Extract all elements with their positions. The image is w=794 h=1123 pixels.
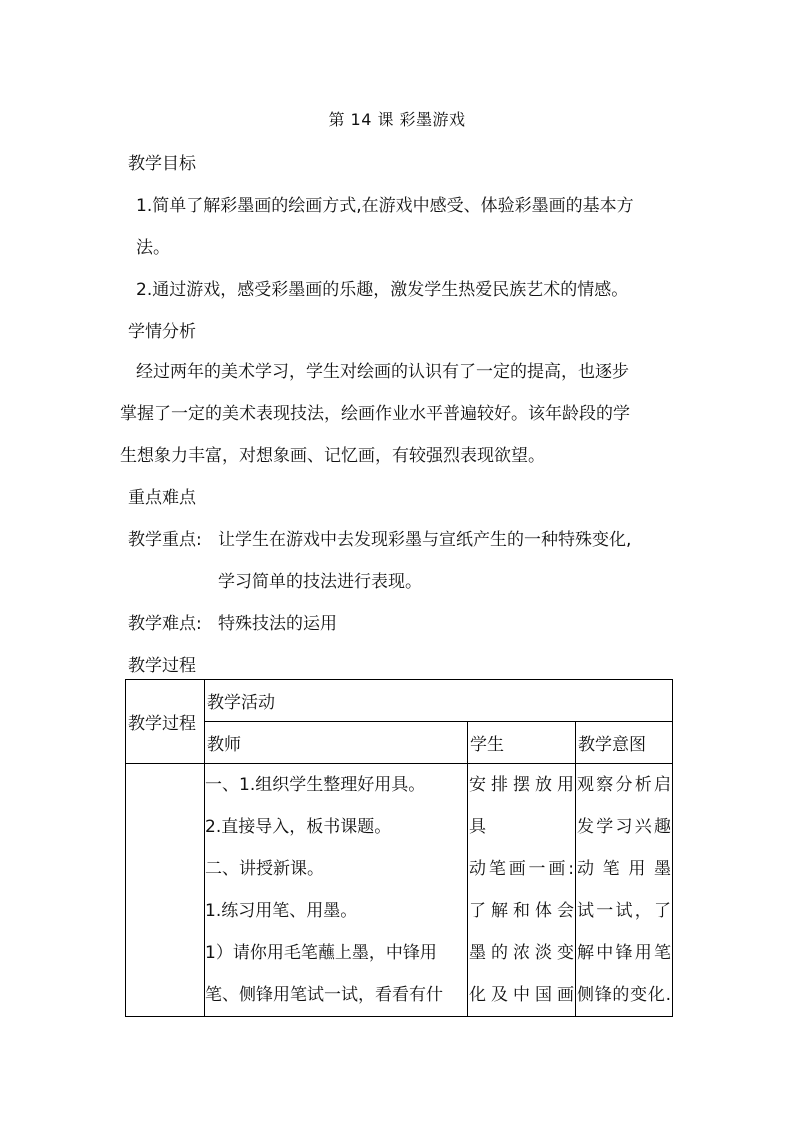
col-header-student [468,722,576,764]
intent-line: 侧锋的变化. [577,985,671,1005]
student-line: 了解和体会 [469,901,574,921]
objectives-heading: 教学目标 [128,154,196,174]
key-point-line1: 让学生在游戏中去发现彩墨与宣纸产生的一种特殊变化, [218,530,632,550]
key-point-label: 教学重点: [128,530,202,550]
row-header-label: 教学过程 [128,714,196,734]
col-header-teacher-label: 教师 [207,735,241,755]
col-header-teacher [205,722,468,764]
activity-header-cell [205,680,673,722]
intent-line: 解中锋用笔 [577,943,671,963]
activity-header-label: 教学活动 [207,693,275,713]
col-header-intent-label: 教学意图 [578,735,646,755]
student-line: 具 [469,817,486,837]
student-line: 安排摆放用 [469,775,574,795]
teacher-line: 1）请你用毛笔蘸上墨，中锋用 [205,943,437,963]
analysis-heading: 学情分析 [128,322,196,342]
key-heading: 重点难点 [128,488,196,508]
teacher-line: 1.练习用笔、用墨。 [205,901,358,921]
row-header-cell [126,680,205,764]
analysis-line1: 经过两年的美术学习，学生对绘画的认识有了一定的提高，也逐步 [136,362,629,382]
student-cell [468,764,576,1017]
student-line: 动笔画一画: [469,859,574,879]
difficulty-text: 特殊技法的运用 [218,614,337,634]
student-line: 墨的浓淡变 [469,943,574,963]
analysis-line3: 生想象力丰富，对想象画、记忆画，有较强烈表现欲望。 [120,446,545,466]
objective-1-line1: 1.简单了解彩墨画的绘画方式,在游戏中感受、体验彩墨画的基本方 [136,196,634,216]
objective-1-line2: 法。 [136,238,170,258]
intent-line: 发学习兴趣 [577,817,671,837]
objective-2: 2.通过游戏，感受彩墨画的乐趣，激发学生热爱民族艺术的情感。 [136,280,629,300]
teacher-line: 2.直接导入，板书课题。 [205,817,392,837]
col-header-student-label: 学生 [470,735,504,755]
empty-process-cell [126,764,205,1017]
teacher-line: 一、1.组织学生整理好用具。 [205,775,426,795]
teacher-line: 笔、侧锋用笔试一试，看看有什 [205,985,443,1005]
page-title: 第 14 课 彩墨游戏 [328,110,466,129]
student-line: 化及中国画 [469,985,574,1005]
teaching-process-table [125,679,673,1017]
analysis-line2: 掌握了一定的美术表现技法，绘画作业水平普遍较好。该年龄段的学 [120,404,630,424]
teacher-cell [205,764,468,1017]
intent-line: 观察分析启 [577,775,671,795]
intent-line: 试一试，了 [577,901,671,921]
process-heading: 教学过程 [128,656,196,676]
teacher-line: 二、讲授新课。 [205,859,324,879]
col-header-intent [576,722,673,764]
intent-line: 动笔用墨 [577,859,671,879]
key-point-line2: 学习简单的技法进行表现。 [218,572,422,592]
intent-cell [576,764,673,1017]
difficulty-label: 教学难点: [128,614,202,634]
